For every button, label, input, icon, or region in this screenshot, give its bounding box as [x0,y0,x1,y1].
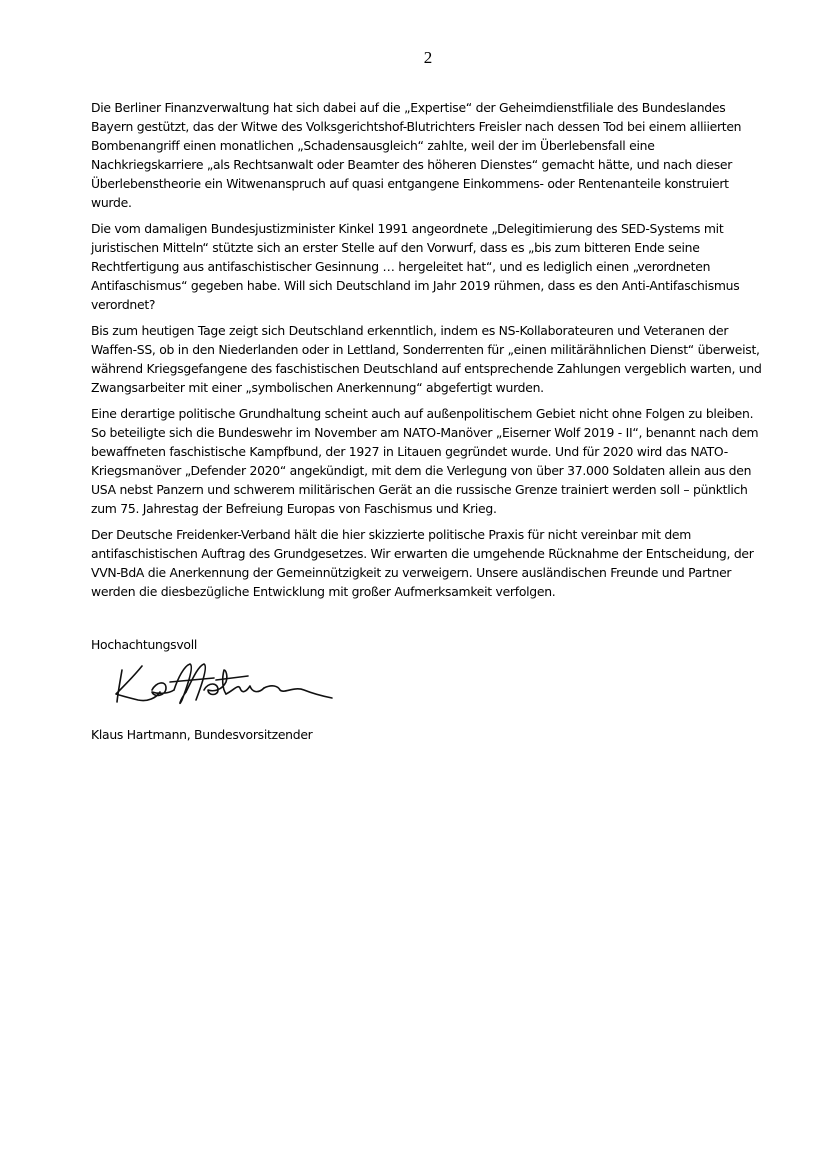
signer-name: Klaus Hartmann, Bundesvorsitzender [91,727,313,742]
signature-icon [108,656,338,712]
closing-salutation: Hochachtungsvoll [91,637,198,652]
paragraph-1: Die Berliner Finanzverwaltung hat sich dabei auf die „Expertise“ der Geheimdienstfiliale des Bundeslandes Bayern gestützt, das der Witwe des Volksgerichtshof-Blutrichters Freisler nach dessen Tod bei einem alliierten Bombenangriff einen monatlichen „Schadensausgleich“ zahlte, weil der im Überlebensfall eine Nachkriegskarriere „als Rechtsanwalt oder Beamter des höheren Dienstes“ gemacht hätte, und nach dieser Überlebenstheorie ein Witwenanspruch auf quasi entgangene Einkommens- oder Rentenanteile konstruiert wurde. [91,100,742,210]
paragraph-5: Der Deutsche Freidenker-Verband hält die hier skizzierte politische Praxis für nicht vereinbar mit dem antifaschistischen Auftrag des Grundgesetzes. Wir erwarten die umgehende Rücknahme der Entscheidung, der VVN-BdA die Anerkennung der Gemeinnützigkeit zu verweigern. Unsere ausländischen Freunde und Partner werden die diesbezügliche Entwicklung mit großer Aufmerksamkeit verfolgen. [91,527,754,599]
paragraph-2: Die vom damaligen Bundesjustizminister Kinkel 1991 angeordnete „Delegitimierung des SED-Systems mit juristischen Mitteln“ stützte sich an erster Stelle auf den Vorwurf, dass es „bis zum bitteren Ende seine Rechtfertigung aus antifaschistischer Gesinnung … hergeleitet hat“, und es lediglich einen „verordneten Antifaschismus“ gegeben habe. Will sich Deutschland im Jahr 2019 rühmen, dass es den Anti-Antifaschismus verordnet? [91,221,740,312]
letter-body [91,98,768,608]
page-number: 2 [423,48,433,67]
paragraph-4: Eine derartige politische Grundhaltung scheint auch auf außenpolitischem Gebiet nicht ohne Folgen zu bleiben. So beteiligte sich die Bundeswehr im November am NATO-Manöver „Eiserner Wolf 2019 - II“, benannt nach dem bewaffneten faschistische Kampfbund, der 1927 in Litauen gegründet wurde. Und für 2020 wird das NATO-Kriegsmanöver „Defender 2020“ angekündigt, mit dem die Verlegung von über 37.000 Soldaten allein aus den USA nebst Panzern und schwerem militärischen Gerät an die russische Grenze trainiert werden soll – pünktlich zum 75. Jahrestag der Befreiung Europas von Faschismus und Krieg. [91,406,759,516]
paragraph-3: Bis zum heutigen Tage zeigt sich Deutschland erkenntlich, indem es NS-Kollaborateuren und Veteranen der Waffen-SS, ob in den Niederlanden oder in Lettland, Sonderrenten für „einen militärähnlichen Dienst“ überweist, während Kriegsgefangene des faschistischen Deutschland auf entsprechende Zahlungen vergeblich warten, und Zwangsarbeiter mit einer „symbolischen Anerkennung“ abgefertigt wurden. [91,323,762,395]
